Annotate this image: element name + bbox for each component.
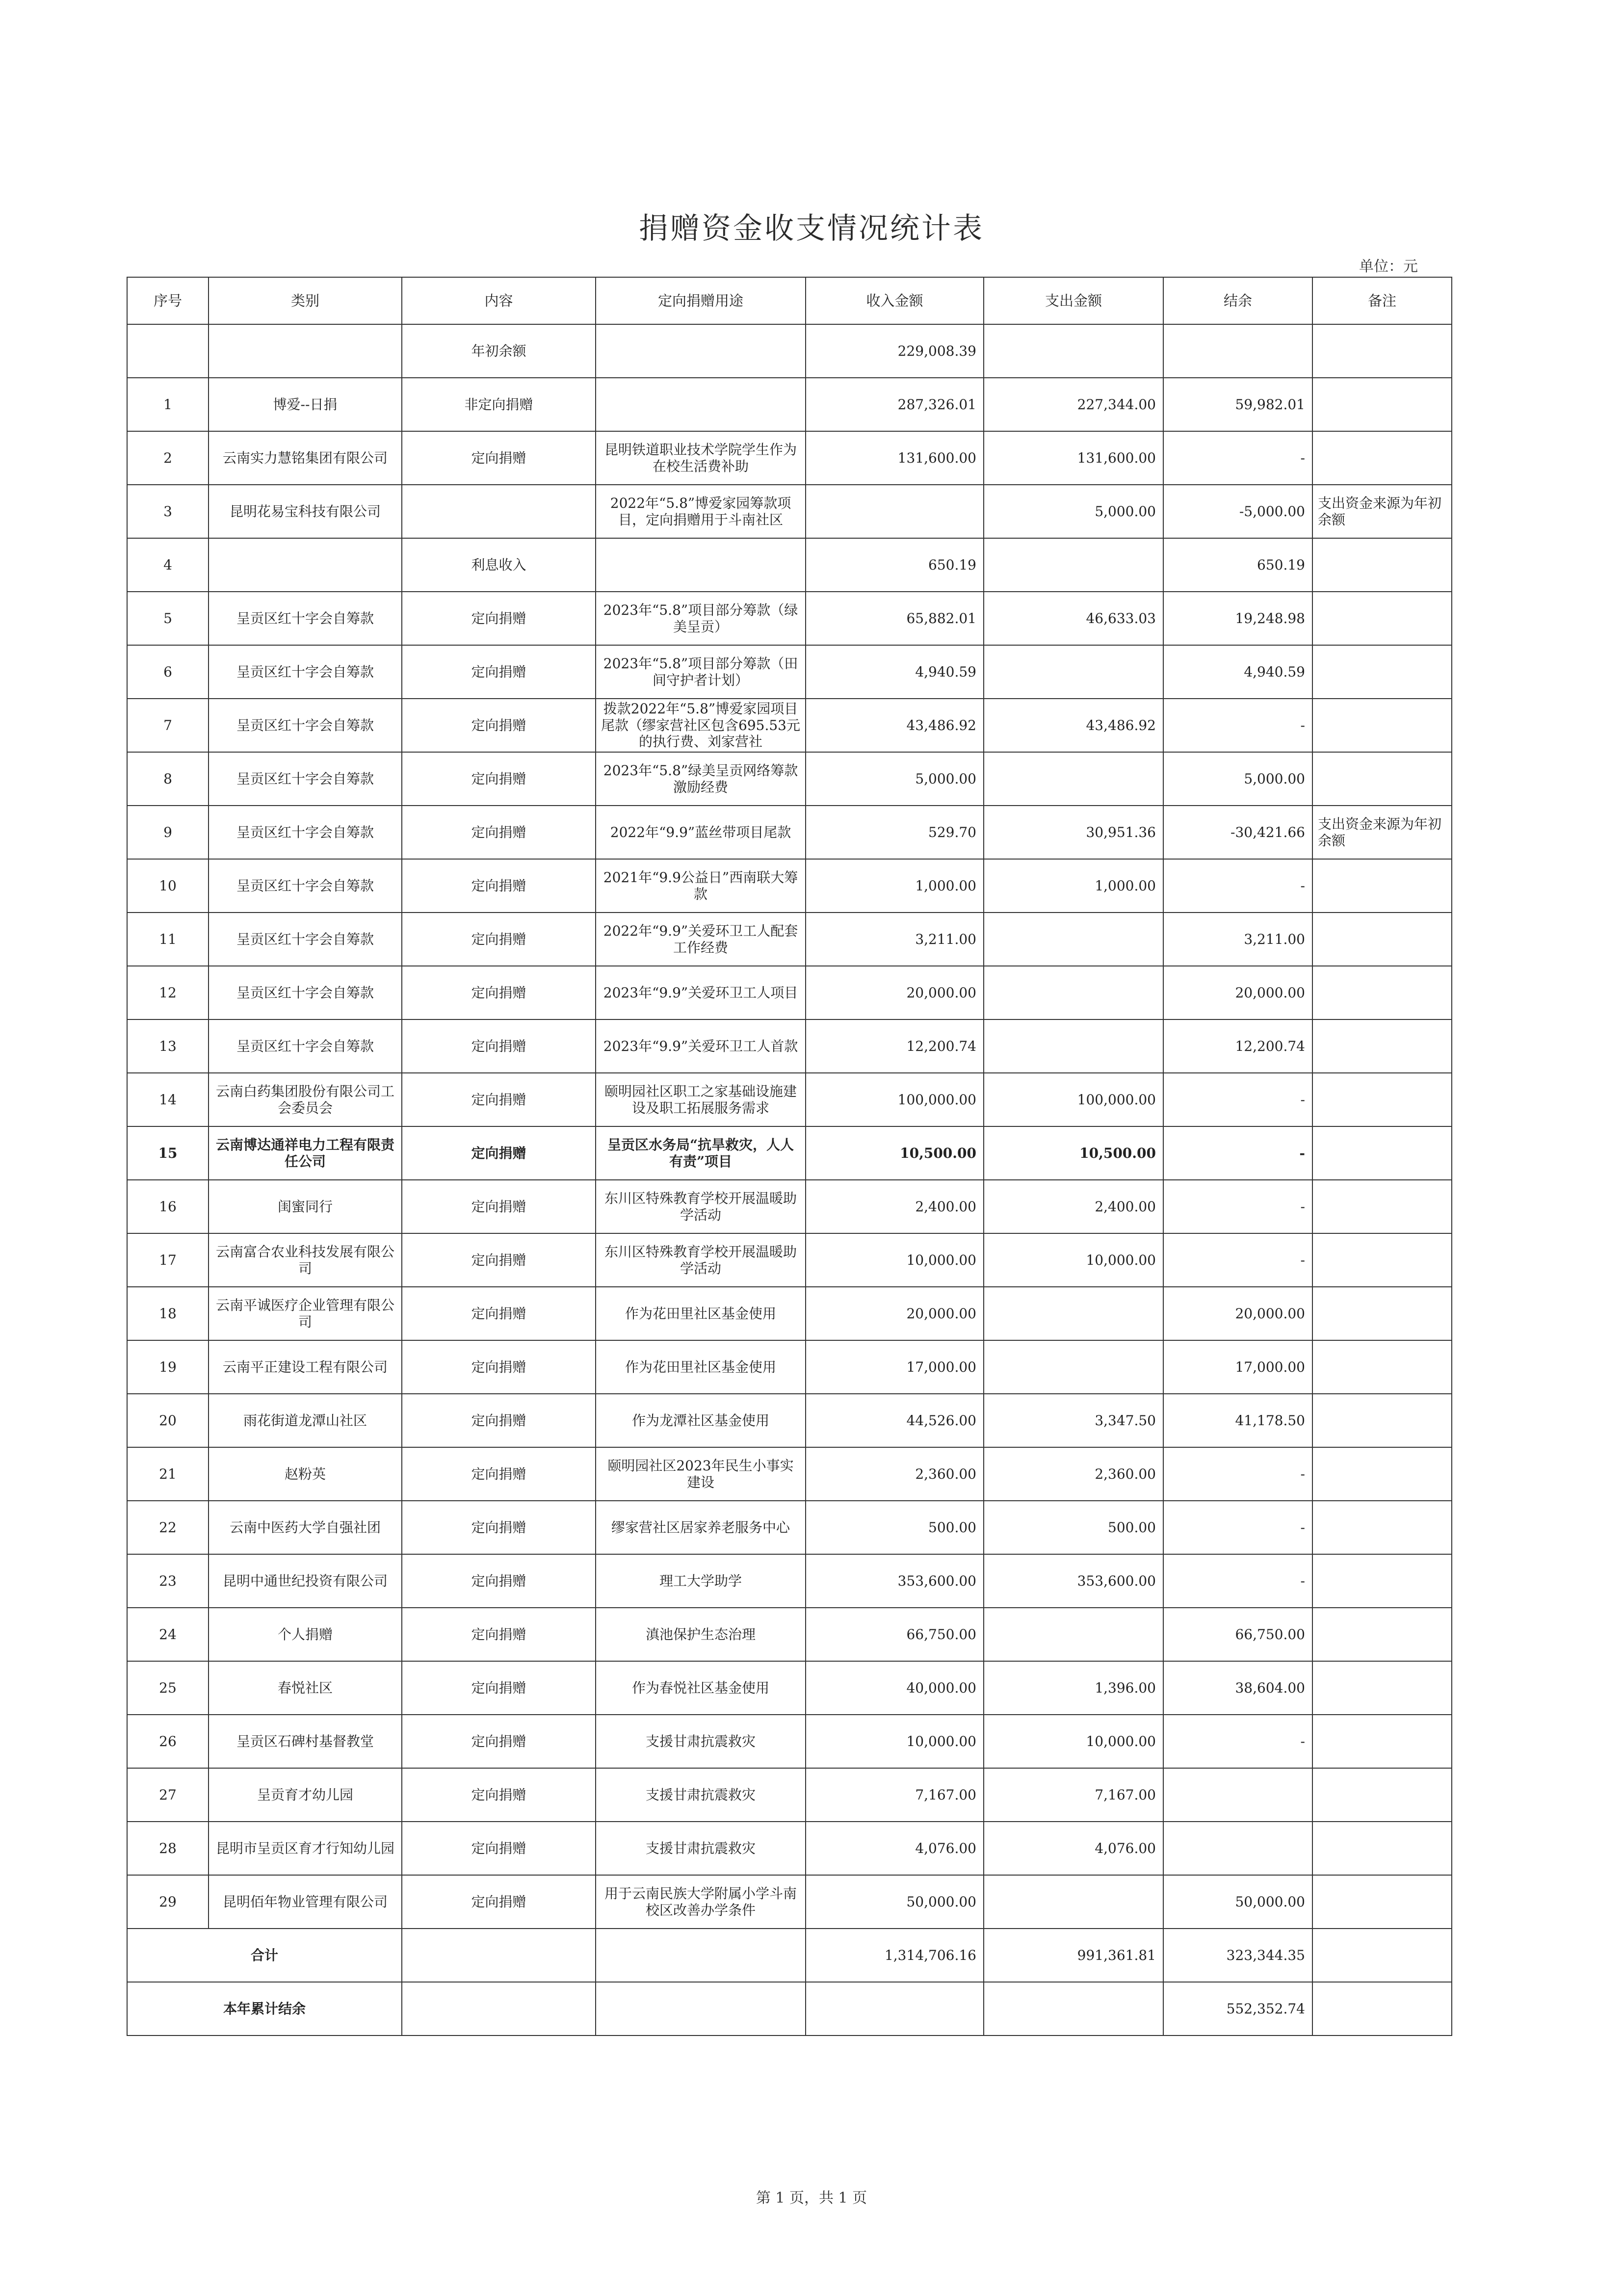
opening-income: 229,008.39 (806, 324, 984, 378)
total-row (127, 1929, 1452, 1982)
header-balance: 结余 (1163, 277, 1312, 324)
cell-balance: 50,000.00 (1163, 1875, 1312, 1929)
cell-note (1312, 378, 1452, 431)
cell-content: 定向捐赠 (402, 1340, 596, 1394)
cell-note (1312, 538, 1452, 592)
table-row (127, 485, 1452, 538)
cell-category: 云南中医药大学自强社团 (209, 1501, 402, 1554)
cell-no: 28 (127, 1822, 209, 1875)
cell-note (1312, 431, 1452, 485)
cell-balance: 19,248.98 (1163, 592, 1312, 645)
unit-label: 单位：元 (1359, 258, 1418, 275)
cell-balance: 38,604.00 (1163, 1661, 1312, 1715)
cell-balance: 4,940.59 (1163, 645, 1312, 699)
cumulative-row (127, 1982, 1452, 2035)
cell-income: 20,000.00 (806, 966, 984, 1019)
cell-note (1312, 1180, 1452, 1233)
cell-category: 呈贡区红十字会自筹款 (209, 752, 402, 806)
cell-balance: - (1163, 859, 1312, 913)
cell-no: 6 (127, 645, 209, 699)
cell-no: 26 (127, 1715, 209, 1768)
cell-expense (984, 324, 1163, 378)
table-row (127, 1661, 1452, 1715)
cell-income: 17,000.00 (806, 1340, 984, 1394)
cell-note: 支出资金来源为年初余额 (1312, 806, 1452, 859)
total-expense: 991,361.81 (984, 1929, 1163, 1982)
cell-no: 3 (127, 485, 209, 538)
cell-income: 353,600.00 (806, 1554, 984, 1608)
cell-income: 43,486.92 (806, 699, 984, 752)
cell-purpose: 2023年“9.9”关爱环卫工人首款 (596, 1019, 806, 1073)
cell-category: 呈贡区石碑村基督教堂 (209, 1715, 402, 1768)
cell-income: 44,526.00 (806, 1394, 984, 1447)
cell-income: 10,000.00 (806, 1233, 984, 1287)
table-row (127, 806, 1452, 859)
cell-expense: 43,486.92 (984, 699, 1163, 752)
cell-note (1312, 592, 1452, 645)
cell-expense: 3,347.50 (984, 1394, 1163, 1447)
cell-expense (984, 1982, 1163, 2035)
cell-content: 定向捐赠 (402, 1073, 596, 1126)
cell-note (1312, 645, 1452, 699)
cell-income: 4,940.59 (806, 645, 984, 699)
donation-table (127, 277, 1452, 2036)
cell-content: 定向捐赠 (402, 966, 596, 1019)
cell-expense: 500.00 (984, 1501, 1163, 1554)
cell-purpose: 作为春悦社区基金使用 (596, 1661, 806, 1715)
cell-note (1312, 1233, 1452, 1287)
cell-expense: 1,000.00 (984, 859, 1163, 913)
cell-purpose (596, 1982, 806, 2035)
cell-category (209, 324, 402, 378)
table-row (127, 1715, 1452, 1768)
cell-income: 10,000.00 (806, 1715, 984, 1768)
cell-content (402, 1982, 596, 2035)
cell-purpose: 2023年“5.8”项目部分筹款（田间守护者计划） (596, 645, 806, 699)
cell-purpose: 昆明铁道职业技术学院学生作为在校生活费补助 (596, 431, 806, 485)
cell-no: 24 (127, 1608, 209, 1661)
cell-balance: - (1163, 1233, 1312, 1287)
cell-content: 利息收入 (402, 538, 596, 592)
table-row (127, 1180, 1452, 1233)
header-content: 内容 (402, 277, 596, 324)
header-no: 序号 (127, 277, 209, 324)
cell-balance: - (1163, 1073, 1312, 1126)
cell-income: 40,000.00 (806, 1661, 984, 1715)
cell-note: 支出资金来源为年初余额 (1312, 485, 1452, 538)
cell-income: 65,882.01 (806, 592, 984, 645)
cell-content: 定向捐赠 (402, 1875, 596, 1929)
cell-category (209, 538, 402, 592)
cell-content (402, 485, 596, 538)
cell-purpose (596, 378, 806, 431)
cell-category: 闺蜜同行 (209, 1180, 402, 1233)
cell-content: 定向捐赠 (402, 1661, 596, 1715)
cell-expense (984, 1608, 1163, 1661)
cell-content: 定向捐赠 (402, 1554, 596, 1608)
cell-note (1312, 1822, 1452, 1875)
cell-no: 23 (127, 1554, 209, 1608)
cell-note (1312, 966, 1452, 1019)
cell-no: 5 (127, 592, 209, 645)
cell-no: 27 (127, 1768, 209, 1822)
cell-category: 昆明佰年物业管理有限公司 (209, 1875, 402, 1929)
cell-content: 定向捐赠 (402, 1715, 596, 1768)
header-row (127, 277, 1452, 324)
cell-note (1312, 1019, 1452, 1073)
cell-category: 赵粉英 (209, 1447, 402, 1501)
cell-income: 5,000.00 (806, 752, 984, 806)
cell-income: 2,360.00 (806, 1447, 984, 1501)
table-row (127, 431, 1452, 485)
cell-purpose: 作为花田里社区基金使用 (596, 1287, 806, 1340)
cell-income: 2,400.00 (806, 1180, 984, 1233)
cell-income (806, 1982, 984, 2035)
cumulative-balance: 552,352.74 (1163, 1982, 1312, 2035)
cell-expense: 353,600.00 (984, 1554, 1163, 1608)
cell-category: 春悦社区 (209, 1661, 402, 1715)
cell-income: 20,000.00 (806, 1287, 984, 1340)
cell-purpose: 2023年“9.9”关爱环卫工人项目 (596, 966, 806, 1019)
cell-note (1312, 324, 1452, 378)
cell-expense (984, 1019, 1163, 1073)
cell-category: 呈贡育才幼儿园 (209, 1768, 402, 1822)
cell-income: 4,076.00 (806, 1822, 984, 1875)
cell-category: 昆明花易宝科技有限公司 (209, 485, 402, 538)
cell-content: 定向捐赠 (402, 1287, 596, 1340)
cell-purpose: 颐明园社区职工之家基础设施建设及职工拓展服务需求 (596, 1073, 806, 1126)
cell-note (1312, 1073, 1452, 1126)
cell-content: 定向捐赠 (402, 1768, 596, 1822)
cell-note (1312, 1340, 1452, 1394)
cell-no: 4 (127, 538, 209, 592)
cell-balance: - (1163, 1554, 1312, 1608)
cell-expense (984, 752, 1163, 806)
table-row (127, 1394, 1452, 1447)
table-row (127, 1608, 1452, 1661)
table-row (127, 966, 1452, 1019)
cell-no: 10 (127, 859, 209, 913)
cell-category: 云南平诚医疗企业管理有限公司 (209, 1287, 402, 1340)
cell-purpose: 滇池保护生态治理 (596, 1608, 806, 1661)
header-expense: 支出金额 (984, 277, 1163, 324)
total-income: 1,314,706.16 (806, 1929, 984, 1982)
cell-expense (984, 966, 1163, 1019)
cell-income: 650.19 (806, 538, 984, 592)
table-row (127, 1233, 1452, 1287)
cell-balance (1163, 1768, 1312, 1822)
cell-balance: - (1163, 431, 1312, 485)
cell-balance: - (1163, 1447, 1312, 1501)
cell-expense: 4,076.00 (984, 1822, 1163, 1875)
cell-purpose: 2022年“9.9”关爱环卫工人配套工作经费 (596, 913, 806, 966)
cell-purpose: 2022年“5.8”博爱家园筹款项目，定向捐赠用于斗南社区 (596, 485, 806, 538)
table-row (127, 1822, 1452, 1875)
cell-balance: -30,421.66 (1163, 806, 1312, 859)
cell-expense: 1,396.00 (984, 1661, 1163, 1715)
cell-category: 云南博达通祥电力工程有限责任公司 (209, 1126, 402, 1180)
cell-expense (984, 645, 1163, 699)
cell-note (1312, 1554, 1452, 1608)
cell-purpose: 支援甘肃抗震救灾 (596, 1768, 806, 1822)
cell-note (1312, 1715, 1452, 1768)
cell-income: 131,600.00 (806, 431, 984, 485)
cell-category: 呈贡区红十字会自筹款 (209, 806, 402, 859)
cell-expense: 46,633.03 (984, 592, 1163, 645)
cell-note (1312, 1982, 1452, 2035)
cell-content: 定向捐赠 (402, 645, 596, 699)
cell-purpose: 作为龙潭社区基金使用 (596, 1394, 806, 1447)
table-row (127, 378, 1452, 431)
cell-expense: 30,951.36 (984, 806, 1163, 859)
cell-content: 定向捐赠 (402, 1447, 596, 1501)
cell-expense: 10,000.00 (984, 1715, 1163, 1768)
cell-content: 定向捐赠 (402, 699, 596, 752)
cell-balance: 650.19 (1163, 538, 1312, 592)
cell-balance: - (1163, 1126, 1312, 1180)
table-row (127, 1554, 1452, 1608)
cell-no: 20 (127, 1394, 209, 1447)
cell-purpose: 2022年“9.9”蓝丝带项目尾款 (596, 806, 806, 859)
cell-purpose: 支援甘肃抗震救灾 (596, 1822, 806, 1875)
cell-content: 定向捐赠 (402, 859, 596, 913)
cell-category: 个人捐赠 (209, 1608, 402, 1661)
cell-note (1312, 1447, 1452, 1501)
cell-income: 66,750.00 (806, 1608, 984, 1661)
cell-content: 定向捐赠 (402, 1822, 596, 1875)
cell-no: 12 (127, 966, 209, 1019)
cell-purpose: 呈贡区水务局“抗旱救灾，人人有责”项目 (596, 1126, 806, 1180)
cell-category: 呈贡区红十字会自筹款 (209, 966, 402, 1019)
total-balance: 323,344.35 (1163, 1929, 1312, 1982)
cell-content: 非定向捐赠 (402, 378, 596, 431)
cell-purpose: 颐明园社区2023年民生小事实建设 (596, 1447, 806, 1501)
cell-no: 18 (127, 1287, 209, 1340)
cell-no: 9 (127, 806, 209, 859)
cell-income: 7,167.00 (806, 1768, 984, 1822)
header-purpose: 定向捐赠用途 (596, 277, 806, 324)
table-row (127, 699, 1452, 752)
cell-expense: 131,600.00 (984, 431, 1163, 485)
cell-category: 云南平正建设工程有限公司 (209, 1340, 402, 1394)
cell-purpose: 东川区特殊教育学校开展温暖助学活动 (596, 1233, 806, 1287)
cell-purpose: 2023年“5.8”项目部分筹款（绿美呈贡） (596, 592, 806, 645)
cell-balance: 17,000.00 (1163, 1340, 1312, 1394)
cell-expense (984, 1340, 1163, 1394)
cell-balance: 20,000.00 (1163, 1287, 1312, 1340)
cell-balance: 66,750.00 (1163, 1608, 1312, 1661)
table-row (127, 1287, 1452, 1340)
table-row (127, 752, 1452, 806)
cell-content: 定向捐赠 (402, 1501, 596, 1554)
table-row (127, 538, 1452, 592)
cell-income: 50,000.00 (806, 1875, 984, 1929)
cell-income: 12,200.74 (806, 1019, 984, 1073)
cell-no: 16 (127, 1180, 209, 1233)
cell-income: 500.00 (806, 1501, 984, 1554)
cell-expense: 2,360.00 (984, 1447, 1163, 1501)
cell-no: 14 (127, 1073, 209, 1126)
cell-note (1312, 1875, 1452, 1929)
cell-expense: 100,000.00 (984, 1073, 1163, 1126)
cell-purpose (596, 538, 806, 592)
cell-no: 22 (127, 1501, 209, 1554)
cell-no: 19 (127, 1340, 209, 1394)
cell-note (1312, 1929, 1452, 1982)
cell-no (127, 324, 209, 378)
cell-balance: 59,982.01 (1163, 378, 1312, 431)
cell-purpose: 作为花田里社区基金使用 (596, 1340, 806, 1394)
cell-no: 29 (127, 1875, 209, 1929)
cell-balance: -5,000.00 (1163, 485, 1312, 538)
total-label: 合计 (127, 1929, 402, 1982)
cell-income (806, 485, 984, 538)
cell-category: 呈贡区红十字会自筹款 (209, 699, 402, 752)
cell-income: 100,000.00 (806, 1073, 984, 1126)
cell-no: 25 (127, 1661, 209, 1715)
cell-category: 昆明中通世纪投资有限公司 (209, 1554, 402, 1608)
cell-note (1312, 1126, 1452, 1180)
cell-note (1312, 1501, 1452, 1554)
table-row (127, 1447, 1452, 1501)
cell-no: 11 (127, 913, 209, 966)
cell-content: 定向捐赠 (402, 806, 596, 859)
table-row (127, 1126, 1452, 1180)
cell-category: 博爱--日捐 (209, 378, 402, 431)
cell-content: 定向捐赠 (402, 1180, 596, 1233)
cell-content: 定向捐赠 (402, 1394, 596, 1447)
page-title: 捐赠资金收支情况统计表 (639, 211, 984, 246)
cell-expense: 7,167.00 (984, 1768, 1163, 1822)
cell-balance: - (1163, 699, 1312, 752)
cell-content: 定向捐赠 (402, 1233, 596, 1287)
table-row (127, 859, 1452, 913)
opening-label: 年初余额 (402, 324, 596, 378)
cell-note (1312, 913, 1452, 966)
table-row (127, 1019, 1452, 1073)
cell-content: 定向捐赠 (402, 1019, 596, 1073)
cell-no: 17 (127, 1233, 209, 1287)
cell-note (1312, 1608, 1452, 1661)
cell-purpose: 缪家营社区居家养老服务中心 (596, 1501, 806, 1554)
cumulative-label: 本年累计结余 (127, 1982, 402, 2035)
cell-category: 云南实力慧铭集团有限公司 (209, 431, 402, 485)
cell-purpose: 用于云南民族大学附属小学斗南校区改善办学条件 (596, 1875, 806, 1929)
cell-category: 呈贡区红十字会自筹款 (209, 645, 402, 699)
cell-no: 13 (127, 1019, 209, 1073)
table-row (127, 913, 1452, 966)
cell-expense: 227,344.00 (984, 378, 1163, 431)
table-row (127, 645, 1452, 699)
cell-content: 定向捐赠 (402, 592, 596, 645)
cell-content: 定向捐赠 (402, 1608, 596, 1661)
cell-balance (1163, 324, 1312, 378)
cell-balance: 41,178.50 (1163, 1394, 1312, 1447)
cell-expense (984, 1875, 1163, 1929)
cell-balance: - (1163, 1180, 1312, 1233)
header-income: 收入金额 (806, 277, 984, 324)
table-row (127, 592, 1452, 645)
cell-note (1312, 752, 1452, 806)
cell-balance: 3,211.00 (1163, 913, 1312, 966)
cell-expense (984, 538, 1163, 592)
cell-expense: 10,500.00 (984, 1126, 1163, 1180)
cell-expense (984, 913, 1163, 966)
cell-expense: 5,000.00 (984, 485, 1163, 538)
cell-balance: 12,200.74 (1163, 1019, 1312, 1073)
page-footer: 第 1 页，共 1 页 (756, 2190, 867, 2207)
cell-no: 7 (127, 699, 209, 752)
table-row (127, 1073, 1452, 1126)
opening-balance-row (127, 324, 1452, 378)
cell-purpose: 2023年“5.8”绿美呈贡网络筹款激励经费 (596, 752, 806, 806)
cell-income: 1,000.00 (806, 859, 984, 913)
cell-category: 呈贡区红十字会自筹款 (209, 592, 402, 645)
cell-content: 定向捐赠 (402, 1126, 596, 1180)
cell-expense: 2,400.00 (984, 1180, 1163, 1233)
cell-balance: 5,000.00 (1163, 752, 1312, 806)
cell-income: 287,326.01 (806, 378, 984, 431)
cell-purpose: 2021年“9.9公益日”西南联大筹款 (596, 859, 806, 913)
table-row (127, 1501, 1452, 1554)
cell-note (1312, 1768, 1452, 1822)
cell-category: 呈贡区红十字会自筹款 (209, 913, 402, 966)
cell-income: 529.70 (806, 806, 984, 859)
cell-note (1312, 699, 1452, 752)
cell-category: 雨花街道龙潭山社区 (209, 1394, 402, 1447)
cell-expense (984, 1287, 1163, 1340)
cell-balance: 20,000.00 (1163, 966, 1312, 1019)
cell-no: 8 (127, 752, 209, 806)
cell-purpose (596, 1929, 806, 1982)
cell-balance: - (1163, 1501, 1312, 1554)
cell-note (1312, 1661, 1452, 1715)
cell-category: 昆明市呈贡区育才行知幼儿园 (209, 1822, 402, 1875)
cell-content: 定向捐赠 (402, 913, 596, 966)
header-note: 备注 (1312, 277, 1452, 324)
cell-balance (1163, 1822, 1312, 1875)
cell-content: 定向捐赠 (402, 752, 596, 806)
table-row (127, 1768, 1452, 1822)
cell-purpose: 支援甘肃抗震救灾 (596, 1715, 806, 1768)
table-row (127, 1340, 1452, 1394)
cell-purpose (596, 324, 806, 378)
header-category: 类别 (209, 277, 402, 324)
cell-no: 21 (127, 1447, 209, 1501)
cell-purpose: 拨款2022年“5.8”博爱家园项目尾款（缪家营社区包含695.53元的执行费、刘家营社 (596, 699, 806, 752)
cell-category: 呈贡区红十字会自筹款 (209, 1019, 402, 1073)
cell-note (1312, 1287, 1452, 1340)
cell-note (1312, 1394, 1452, 1447)
cell-no: 2 (127, 431, 209, 485)
cell-category: 云南白药集团股份有限公司工会委员会 (209, 1073, 402, 1126)
cell-no: 15 (127, 1126, 209, 1180)
cell-expense: 10,000.00 (984, 1233, 1163, 1287)
table-row (127, 1875, 1452, 1929)
cell-note (1312, 859, 1452, 913)
cell-no: 1 (127, 378, 209, 431)
cell-category: 呈贡区红十字会自筹款 (209, 859, 402, 913)
cell-content: 定向捐赠 (402, 431, 596, 485)
cell-balance: - (1163, 1715, 1312, 1768)
cell-income: 10,500.00 (806, 1126, 984, 1180)
cell-purpose: 东川区特殊教育学校开展温暖助学活动 (596, 1180, 806, 1233)
cell-category: 云南富合农业科技发展有限公司 (209, 1233, 402, 1287)
cell-income: 3,211.00 (806, 913, 984, 966)
cell-content (402, 1929, 596, 1982)
cell-purpose: 理工大学助学 (596, 1554, 806, 1608)
